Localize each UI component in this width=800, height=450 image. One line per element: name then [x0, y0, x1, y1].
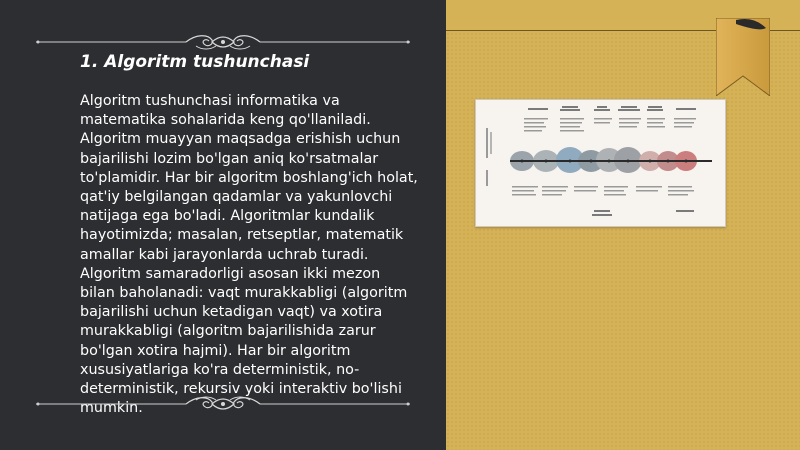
ornamental-divider-bottom-icon [36, 392, 410, 416]
timeline-infographic-image [475, 99, 726, 227]
bookmark-ribbon-icon [716, 18, 770, 96]
slide-body-text: Algoritm tushunchasi informatika va matematika sohalarida keng qo'llaniladi. Algoritm muayyan maqsadga erishish uchun bajarilishi lozim bo'lgan aniq ko'rsatmalar to'plamidir. Har bir algoritm boshlang'ich holat, qat'iy belgilangan qadamlar va yakunlovchi natijaga ega bo'ladi. Algoritmlar kundalik hayotimizda; masalan, retseptlar, matematik amallar kabi jarayonlarda uchrab turadi. Algoritm samaradorligi asosan ikki mezon bilan baholanadi: vaqt murakkabligi (algoritm bajarilishi uchun ketadigan vaqt) va xotira murakkabligi (algoritm bajarilishida zarur bo'lgan xotira hajmi). Har bir algoritm xususiyatlariga ko'ra deterministik, no-deterministik, rekursiv yoki interaktiv bo'lishi mumkin. [80, 93, 418, 417]
slide-title: 1. Algoritm tushunchasi [80, 52, 310, 72]
ornamental-divider-top-icon [36, 30, 410, 54]
